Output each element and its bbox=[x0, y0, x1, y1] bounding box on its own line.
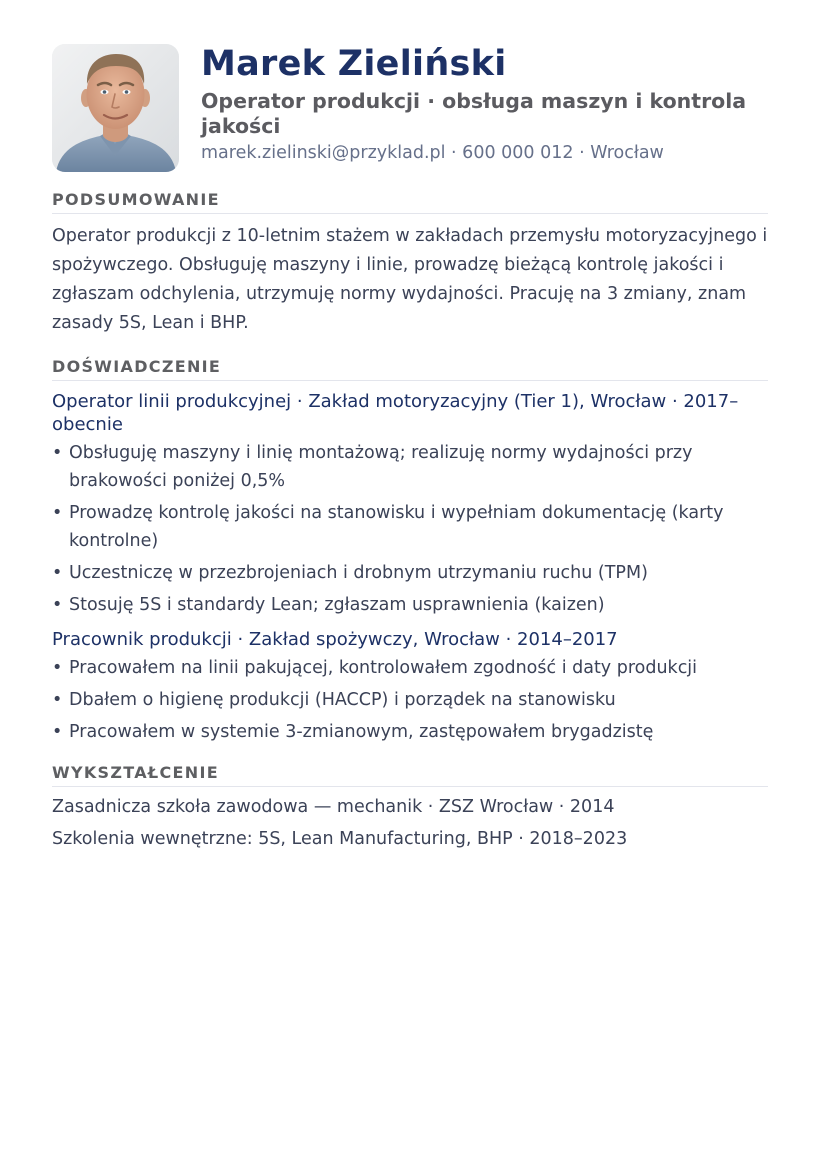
summary-text: Operator produkcji z 10-letnim stażem w zakładach przemysłu motoryzacyjnego i spożywczego. Obsługuję maszyny i linie, prowadzę bieżącą kontrolę jakości i zgłaszam odchylenia, utrzymuję normy wydajności. Pracuję na 3 zmiany, znam zasady 5S, Lean i BHP. bbox=[52, 226, 768, 333]
list-item-text: Pracowałem w systemie 3-zmianowym, zastępowałem brygadzistę bbox=[69, 722, 654, 742]
header-text bbox=[201, 44, 768, 164]
section-title-summary: PODSUMOWANIE bbox=[52, 190, 768, 214]
list-item-text: Prowadzę kontrolę jakości na stanowisku i wypełniam dokumentację (karty kontrolne) bbox=[69, 503, 724, 551]
bullet-icon: • bbox=[52, 722, 63, 742]
contact-line: marek.zielinski@przyklad.pl · 600 000 012 · Wrocław bbox=[201, 143, 664, 163]
bullet-icon: • bbox=[52, 563, 63, 583]
profile-photo bbox=[52, 44, 179, 172]
job-entry bbox=[52, 390, 768, 619]
list-item bbox=[52, 686, 768, 714]
list-item-text: Dbałem o higienę produkcji (HACCP) i porządek na stanowisku bbox=[69, 690, 616, 710]
list-item bbox=[52, 654, 768, 682]
section-title-education: WYKSZTAŁCENIE bbox=[52, 763, 768, 787]
list-item bbox=[52, 559, 768, 587]
portrait-icon bbox=[52, 44, 179, 172]
education-item: Szkolenia wewnętrzne: 5S, Lean Manufacturing, BHP · 2018–2023 bbox=[52, 829, 628, 849]
resume-page bbox=[52, 44, 768, 851]
job-bullets bbox=[52, 654, 768, 746]
job-heading: Operator linii produkcyjnej · Zakład motoryzacyjny (Tier 1), Wrocław · 2017–obecnie bbox=[52, 391, 739, 435]
section-title-experience: DOŚWIADCZENIE bbox=[52, 357, 768, 381]
bullet-icon: • bbox=[52, 690, 63, 710]
list-item-text: Stosuję 5S i standardy Lean; zgłaszam usprawnienia (kaizen) bbox=[69, 595, 605, 615]
list-item-text: Pracowałem na linii pakującej, kontrolowałem zgodność i daty produkcji bbox=[69, 658, 698, 678]
list-item bbox=[52, 439, 768, 495]
bullet-icon: • bbox=[52, 443, 63, 463]
resume-header bbox=[52, 44, 768, 174]
list-item-text: Uczestniczę w przezbrojeniach i drobnym utrzymaniu ruchu (TPM) bbox=[69, 563, 648, 583]
education-section bbox=[52, 763, 768, 851]
candidate-headline: Operator produkcji · obsługa maszyn i kontrola jakości bbox=[201, 89, 747, 138]
list-item bbox=[52, 718, 768, 746]
job-entry bbox=[52, 628, 768, 746]
job-bullets bbox=[52, 439, 768, 619]
list-item bbox=[52, 499, 768, 555]
candidate-name: Marek Zieliński bbox=[201, 44, 507, 84]
summary-section bbox=[52, 190, 768, 338]
education-item: Zasadnicza szkoła zawodowa — mechanik · ZSZ Wrocław · 2014 bbox=[52, 797, 615, 817]
list-item bbox=[52, 591, 768, 619]
list-item-text: Obsługuję maszyny i linię montażową; realizuję normy wydajności przy brakowości poniżej 0,5% bbox=[69, 443, 693, 491]
job-heading: Pracownik produkcji · Zakład spożywczy, Wrocław · 2014–2017 bbox=[52, 629, 618, 650]
bullet-icon: • bbox=[52, 595, 63, 615]
bullet-icon: • bbox=[52, 503, 63, 523]
experience-section bbox=[52, 357, 768, 746]
bullet-icon: • bbox=[52, 658, 63, 678]
